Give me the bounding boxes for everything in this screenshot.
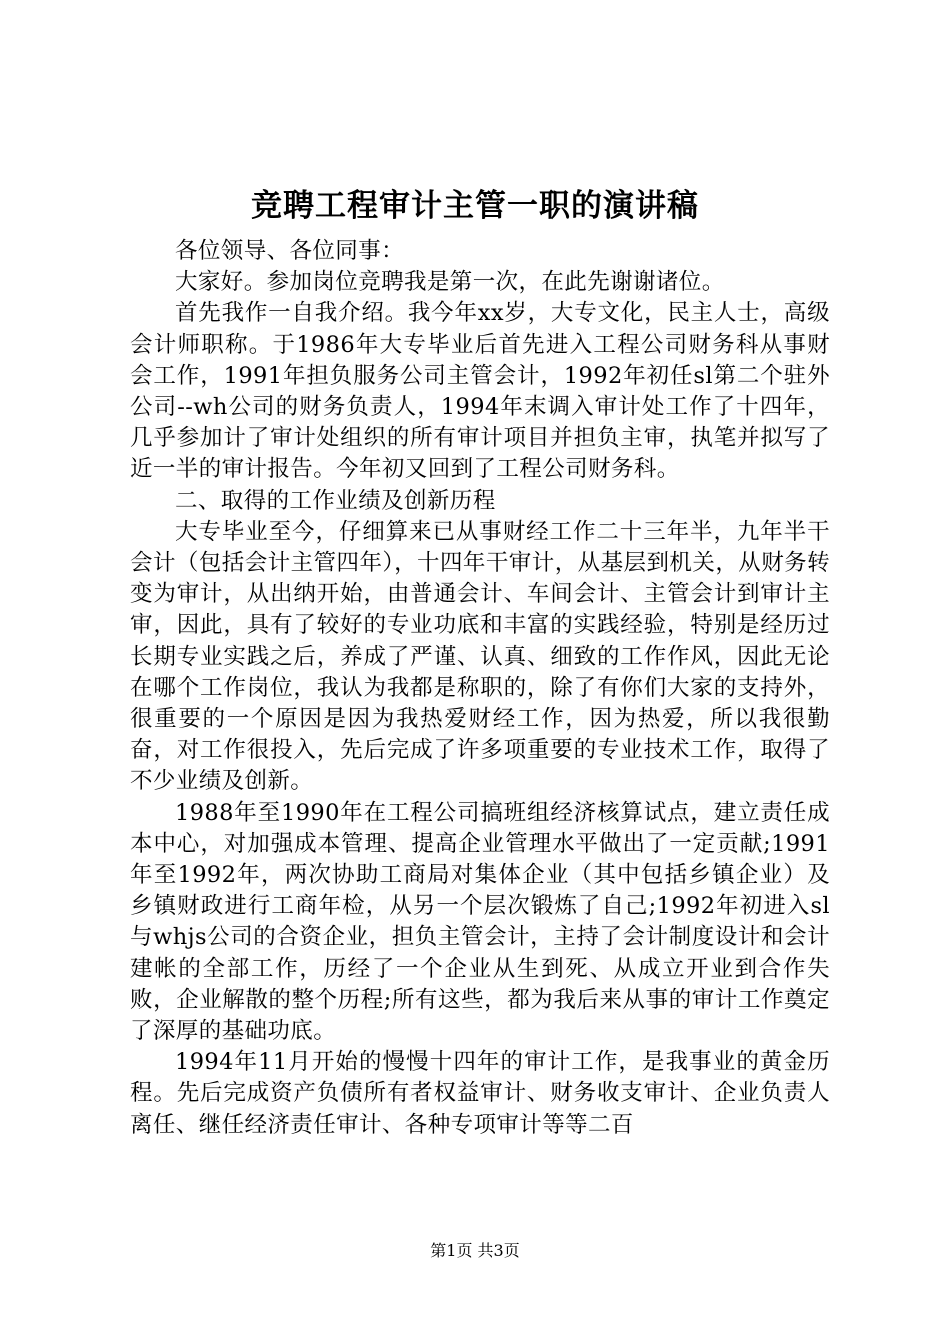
document-title: 竞聘工程审计主管一职的演讲稿 (251, 188, 699, 224)
page-number-footer: 第1页 共3页 (430, 1241, 520, 1260)
paragraph-audit-work: 1994年11月开始的慢慢十四年的审计工作，是我事业的黄金历程。先后完成资产负债所有者权益审计、财务收支审计、企业负责人离任、继任经济责任审计、各种专项审计等等二百 (130, 1049, 830, 1138)
paragraph-self-introduction: 首先我作一自我介绍。我今年xx岁，大专文化，民主人士，高级会计师职称。于1986年大专毕业后首先进入工程公司财务科从事财会工作，1991年担负服务公司主管会计，1992年初任sl第二个驻外公司--wh公司的财务负责人，1994年末调入审计处工作了十四年，几乎参加计了审计处组织的所有审计项目并担负主审，执笔并拟写了近一半的审计报告。今年初又回到了工程公司财务科。 (130, 300, 830, 483)
paragraph-opening: 大家好。参加岗位竞聘我是第一次，在此先谢谢诸位。 (175, 269, 725, 296)
paragraph-greeting: 各位领导、各位同事： (175, 238, 405, 264)
section-heading-achievements: 二、取得的工作业绩及创新历程 (175, 487, 496, 514)
document-body (130, 236, 830, 1141)
paragraph-career-summary: 大专毕业至今，仔细算来已从事财经工作二十三年半，九年半干会计（包括会计主管四年），十四年干审计，从基层到机关，从财务转变为审计，从出纳开始，由普通会计、车间会计、主管会计到审计主审，因此，具有了较好的专业功底和丰富的实践经验，特别是经历过长期专业实践之后，养成了严谨、认真、细致的工作作风，因此无论在哪个工作岗位，我认为我都是称职的，除了有你们大家的支持外，很重要的一个原因是因为我热爱财经工作，因为热爱，所以我很勤奋，对工作很投入，先后完成了许多项重要的专业技术工作，取得了不少业绩及创新。 (130, 518, 830, 795)
paragraph-early-work: 1988年至1990年在工程公司搞班组经济核算试点，建立责任成本中心，对加强成本管理、提高企业管理水平做出了一定贡献;1991年至1992年，两次协助工商局对集体企业（其中包括乡镇企业）及乡镇财政进行工商年检，从另一个层次锻炼了自己;1992年初进入sl与whjs公司的合资企业，担负主管会计，主持了会计制度设计和会计建帐的全部工作，历经了一个企业从生到死、从成立开业到合作失败，企业解散的整个历程;所有这些，都为我后来从事的审计工作奠定了深厚的基础功底。 (130, 799, 830, 1045)
